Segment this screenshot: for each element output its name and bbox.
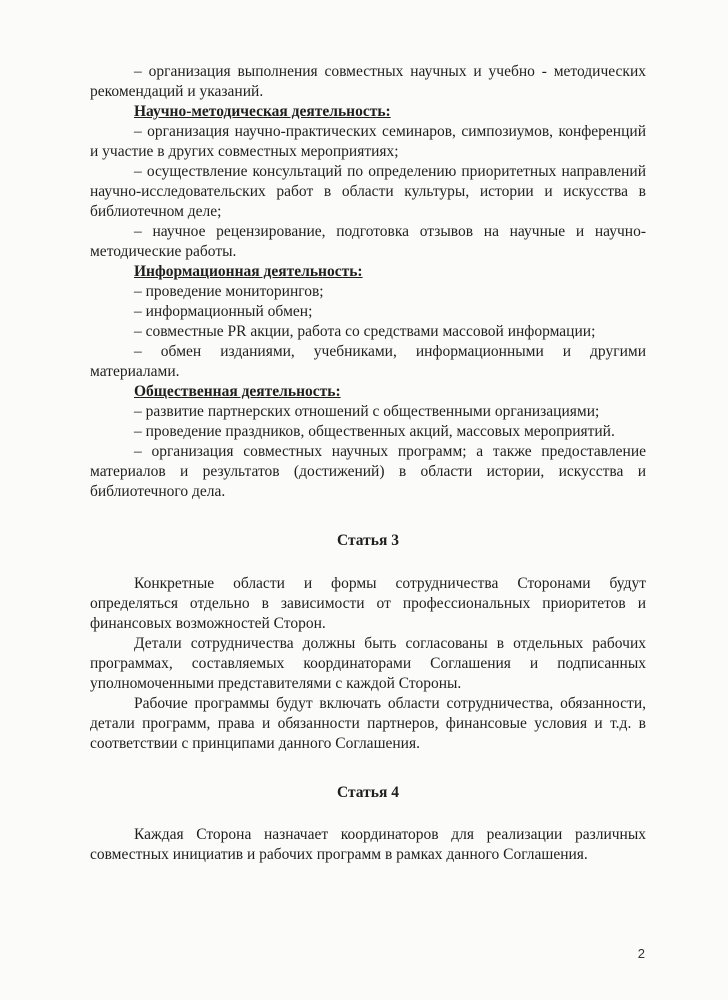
spacer <box>90 754 646 783</box>
list-item: – обмен изданиями, учебниками, информационными и другими материалами. <box>90 343 646 380</box>
list-item: – организация совместных научных программ; а также предоставление материалов и результатов (достижений) в области истории, искусства и библиотечного дела. <box>90 443 646 500</box>
article-3-paragraph: Рабочие программы будут включать области сотрудничества, обязанности, детали программ, права и обязанности партнеров, финансовые условия и т.д. в соответствии с принципами данного Соглашения. <box>90 695 646 752</box>
list-item: – осуществление консультаций по определению приоритетных направлений научно-исследовательских работ в области культуры, истории и искусства в библиотечном деле; <box>90 163 646 220</box>
spacer <box>90 502 646 531</box>
article-4-title: Статья 4 <box>337 784 399 801</box>
article-4-paragraph: Каждая Сторона назначает координаторов для реализации различных совместных инициатив и рабочих программ в рамках данного Соглашения. <box>90 826 646 863</box>
spacer <box>90 803 646 825</box>
section-heading-public: Общественная деятельность: <box>134 383 341 400</box>
article-3-title: Статья 3 <box>337 532 399 549</box>
list-item: – проведение мониторингов; <box>134 283 324 300</box>
section-heading-scientific: Научно-методическая деятельность: <box>134 103 391 120</box>
list-item: – научное рецензирование, подготовка отзывов на научные и научно-методические работы. <box>90 223 646 260</box>
section-heading-information: Информационная деятельность: <box>134 263 363 280</box>
intro-item: – организация выполнения совместных научных и учебно - методических рекомендаций и указаний. <box>90 63 646 100</box>
page-number: 2 <box>637 946 645 961</box>
article-3-paragraph: Конкретные области и формы сотрудничества Сторонами будут определяться отдельно в зависимости от профессиональных приоритетов и финансовых возможностей Сторон. <box>90 575 646 632</box>
document-body <box>90 62 646 865</box>
list-item: – проведение праздников, общественных акций, массовых мероприятий. <box>134 423 615 440</box>
list-item: – информационный обмен; <box>134 303 313 320</box>
article-3-paragraph: Детали сотрудничества должны быть согласованы в отдельных рабочих программах, составляемых координаторами Соглашения и подписанных уполномоченными представителями с каждой Стороны. <box>90 635 646 692</box>
spacer <box>90 551 646 574</box>
list-item: – организация научно-практических семинаров, симпозиумов, конференций и участие в других совместных мероприятиях; <box>90 123 646 160</box>
list-item: – развитие партнерских отношений с общественными организациями; <box>134 403 600 420</box>
list-item: – совместные PR акции, работа со средствами массовой информации; <box>134 323 596 340</box>
